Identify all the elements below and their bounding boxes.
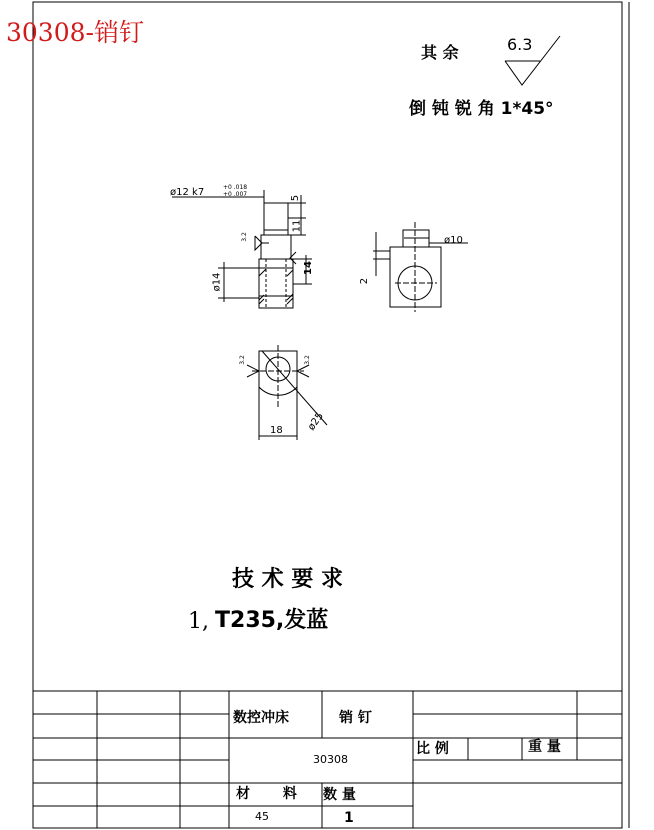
material-value: 45 xyxy=(255,810,269,823)
pin-shank-outline xyxy=(261,235,291,259)
part-name: 销 钉 xyxy=(339,710,372,726)
diameter-25-label: ø25 xyxy=(306,410,326,433)
length-14-label: 14 xyxy=(302,261,314,275)
quantity-value: 1 xyxy=(344,810,354,826)
diameter-14-label: ø14 xyxy=(211,272,223,292)
material-label: 材 料 xyxy=(236,786,297,802)
product-name: 数控冲床 xyxy=(233,710,289,726)
top-right-roughness-label: 3.2 xyxy=(303,355,311,365)
drawing-number: 30308 xyxy=(313,753,348,766)
other-surfaces-label: 其 余 xyxy=(421,43,459,62)
tolerance-lower: +0 .007 xyxy=(223,191,248,198)
tech-item-number: 1, xyxy=(188,609,209,634)
tech-item-text: T235,发蓝 xyxy=(215,608,329,633)
front-roughness-label: 3.2 xyxy=(240,232,248,242)
scale-label: 比 例 xyxy=(416,741,449,757)
quantity-label: 数 量 xyxy=(323,787,356,803)
chamfer-note: 倒 钝 锐 角 1*45° xyxy=(409,99,554,119)
pin-body-outline xyxy=(259,259,293,308)
length-11-label: 11 xyxy=(291,219,303,233)
roughness-value: 6.3 xyxy=(507,35,533,54)
document-title: 30308-销钉 xyxy=(6,18,144,47)
top-left-roughness-label: 3.2 xyxy=(238,355,246,365)
diameter-10-label: ø10 xyxy=(444,235,463,246)
tech-requirements-heading: 技 术 要 求 xyxy=(232,567,343,592)
section-hatching xyxy=(259,269,293,304)
tolerance-upper: +0 .018 xyxy=(223,184,248,191)
dim-18-label: 18 xyxy=(270,425,283,436)
dim-2-label: 2 xyxy=(359,277,371,285)
weight-label: 重 量 xyxy=(528,739,561,755)
shaft-diameter-label: ø12 k7 xyxy=(170,187,205,198)
drawing-border xyxy=(33,2,622,828)
length-5-label: 5 xyxy=(290,194,302,202)
